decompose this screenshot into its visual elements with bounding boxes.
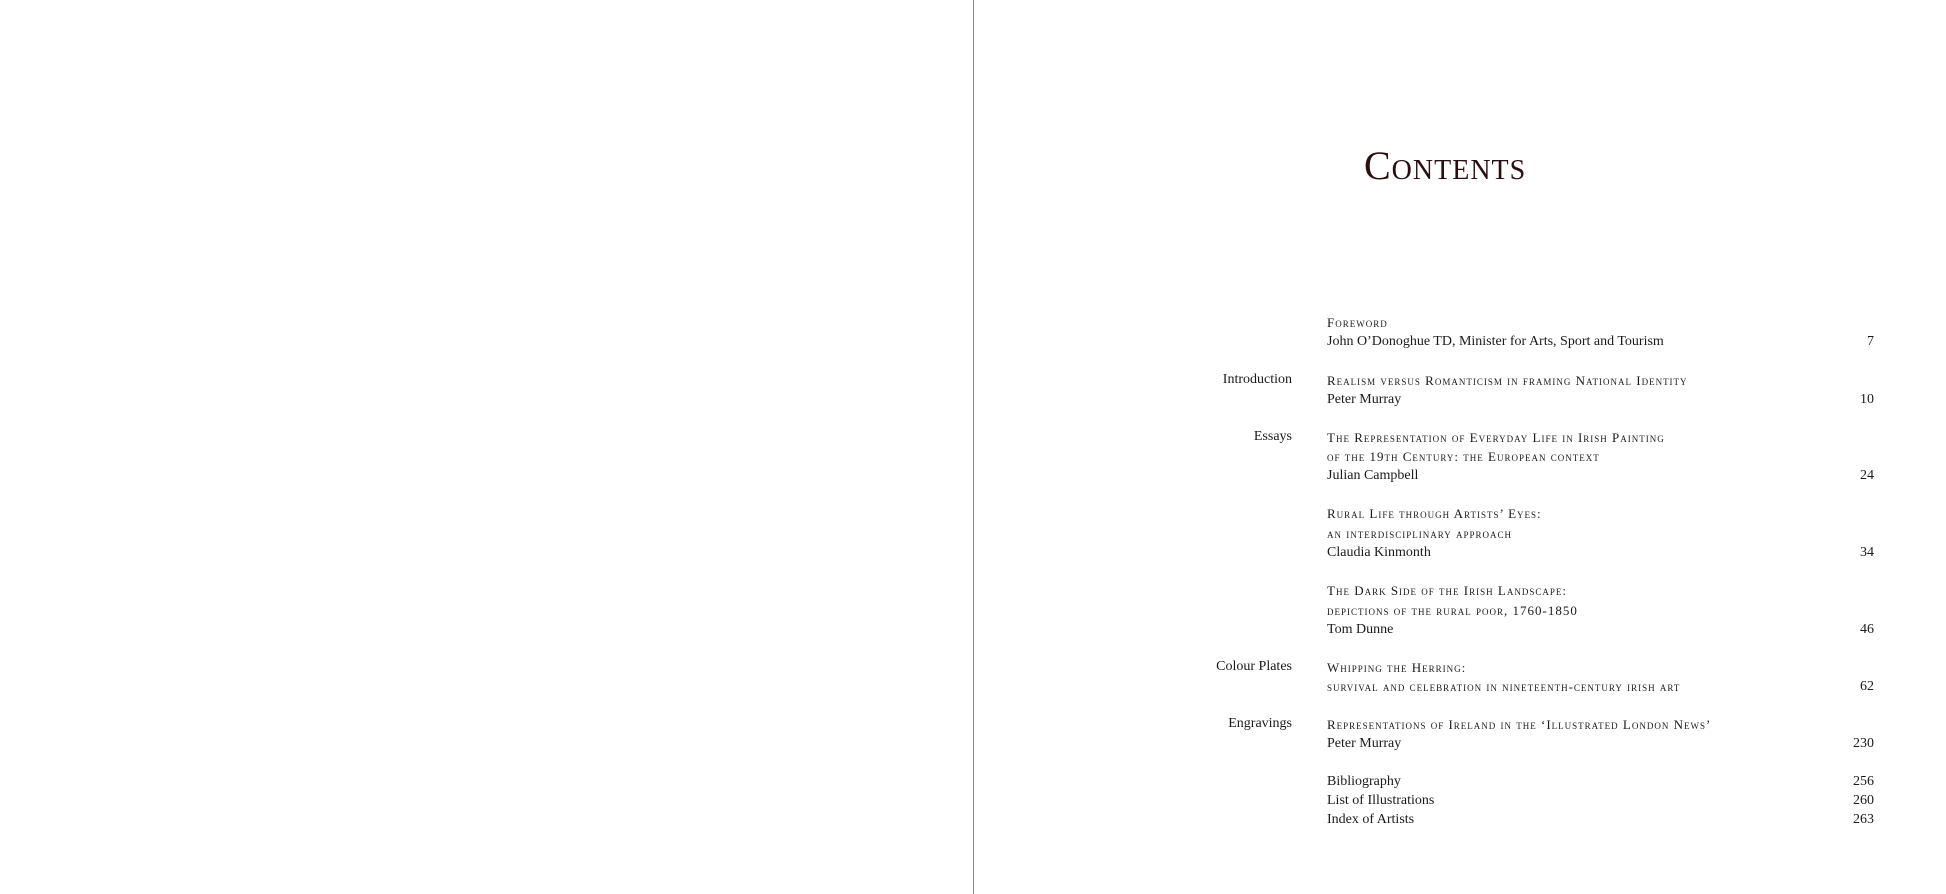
entry-author-foreword: John O’Donoghue TD, Minister for Arts, Sport and Tourism [1327,334,1664,349]
entry-author-engravings: Peter Murray [1327,736,1402,751]
entry-title-kinmonth-line2: an interdisciplinary approach [1327,526,1513,541]
backmatter-list-of-illustrations: List of Illustrations [1327,793,1435,808]
entry-title-dunne-line1: The Dark Side of the Irish Landscape: [1327,583,1567,598]
entry-author-kinmonth: Claudia Kinmonth [1327,545,1431,560]
section-label-engravings: Engravings [1228,716,1292,731]
page-number-index-of-artists: 263 [1853,812,1874,827]
entry-title-kinmonth-line1: Rural Life through Artists’ Eyes: [1327,506,1542,521]
entry-title-colour-plates-line1: Whipping the Herring: [1327,660,1467,675]
entry-author-introduction: Peter Murray [1327,392,1402,407]
entry-author-campbell: Julian Campbell [1327,468,1419,483]
section-label-colour-plates: Colour Plates [1216,659,1292,674]
entry-title-campbell-line1: The Representation of Everyday Life in Irish Painting [1327,430,1665,445]
page-number-kinmonth: 34 [1860,545,1874,560]
page-number-engravings: 230 [1853,736,1874,751]
page-number-dunne: 46 [1860,622,1874,637]
page-number-bibliography: 256 [1853,774,1874,789]
entry-title-engravings: Representations of Ireland in the ‘Illustrated London News’ [1327,717,1712,732]
page-number-colour-plates: 62 [1860,679,1874,694]
section-label-introduction: Introduction [1222,372,1292,387]
page-number-foreword: 7 [1867,334,1874,349]
entry-title-colour-plates-line2: survival and celebration in nineteenth-century irish art [1327,679,1681,694]
entry-author-dunne: Tom Dunne [1327,622,1394,637]
entry-title-campbell-line2: of the 19th Century: the European context [1327,449,1600,464]
page-number-campbell: 24 [1860,468,1874,483]
section-label-essays: Essays [1253,429,1292,444]
entry-title-dunne-line2: depictions of the rural poor, 1760-1850 [1327,603,1578,618]
entry-title-introduction: Realism versus Romanticism in framing National Identity [1327,373,1688,388]
page-number-introduction: 10 [1860,392,1874,407]
page-title: Contents [1364,143,1527,188]
backmatter-bibliography: Bibliography [1327,774,1401,789]
page-number-list-of-illustrations: 260 [1853,793,1874,808]
entry-title-foreword: Foreword [1327,315,1388,330]
backmatter-index-of-artists: Index of Artists [1327,812,1415,827]
